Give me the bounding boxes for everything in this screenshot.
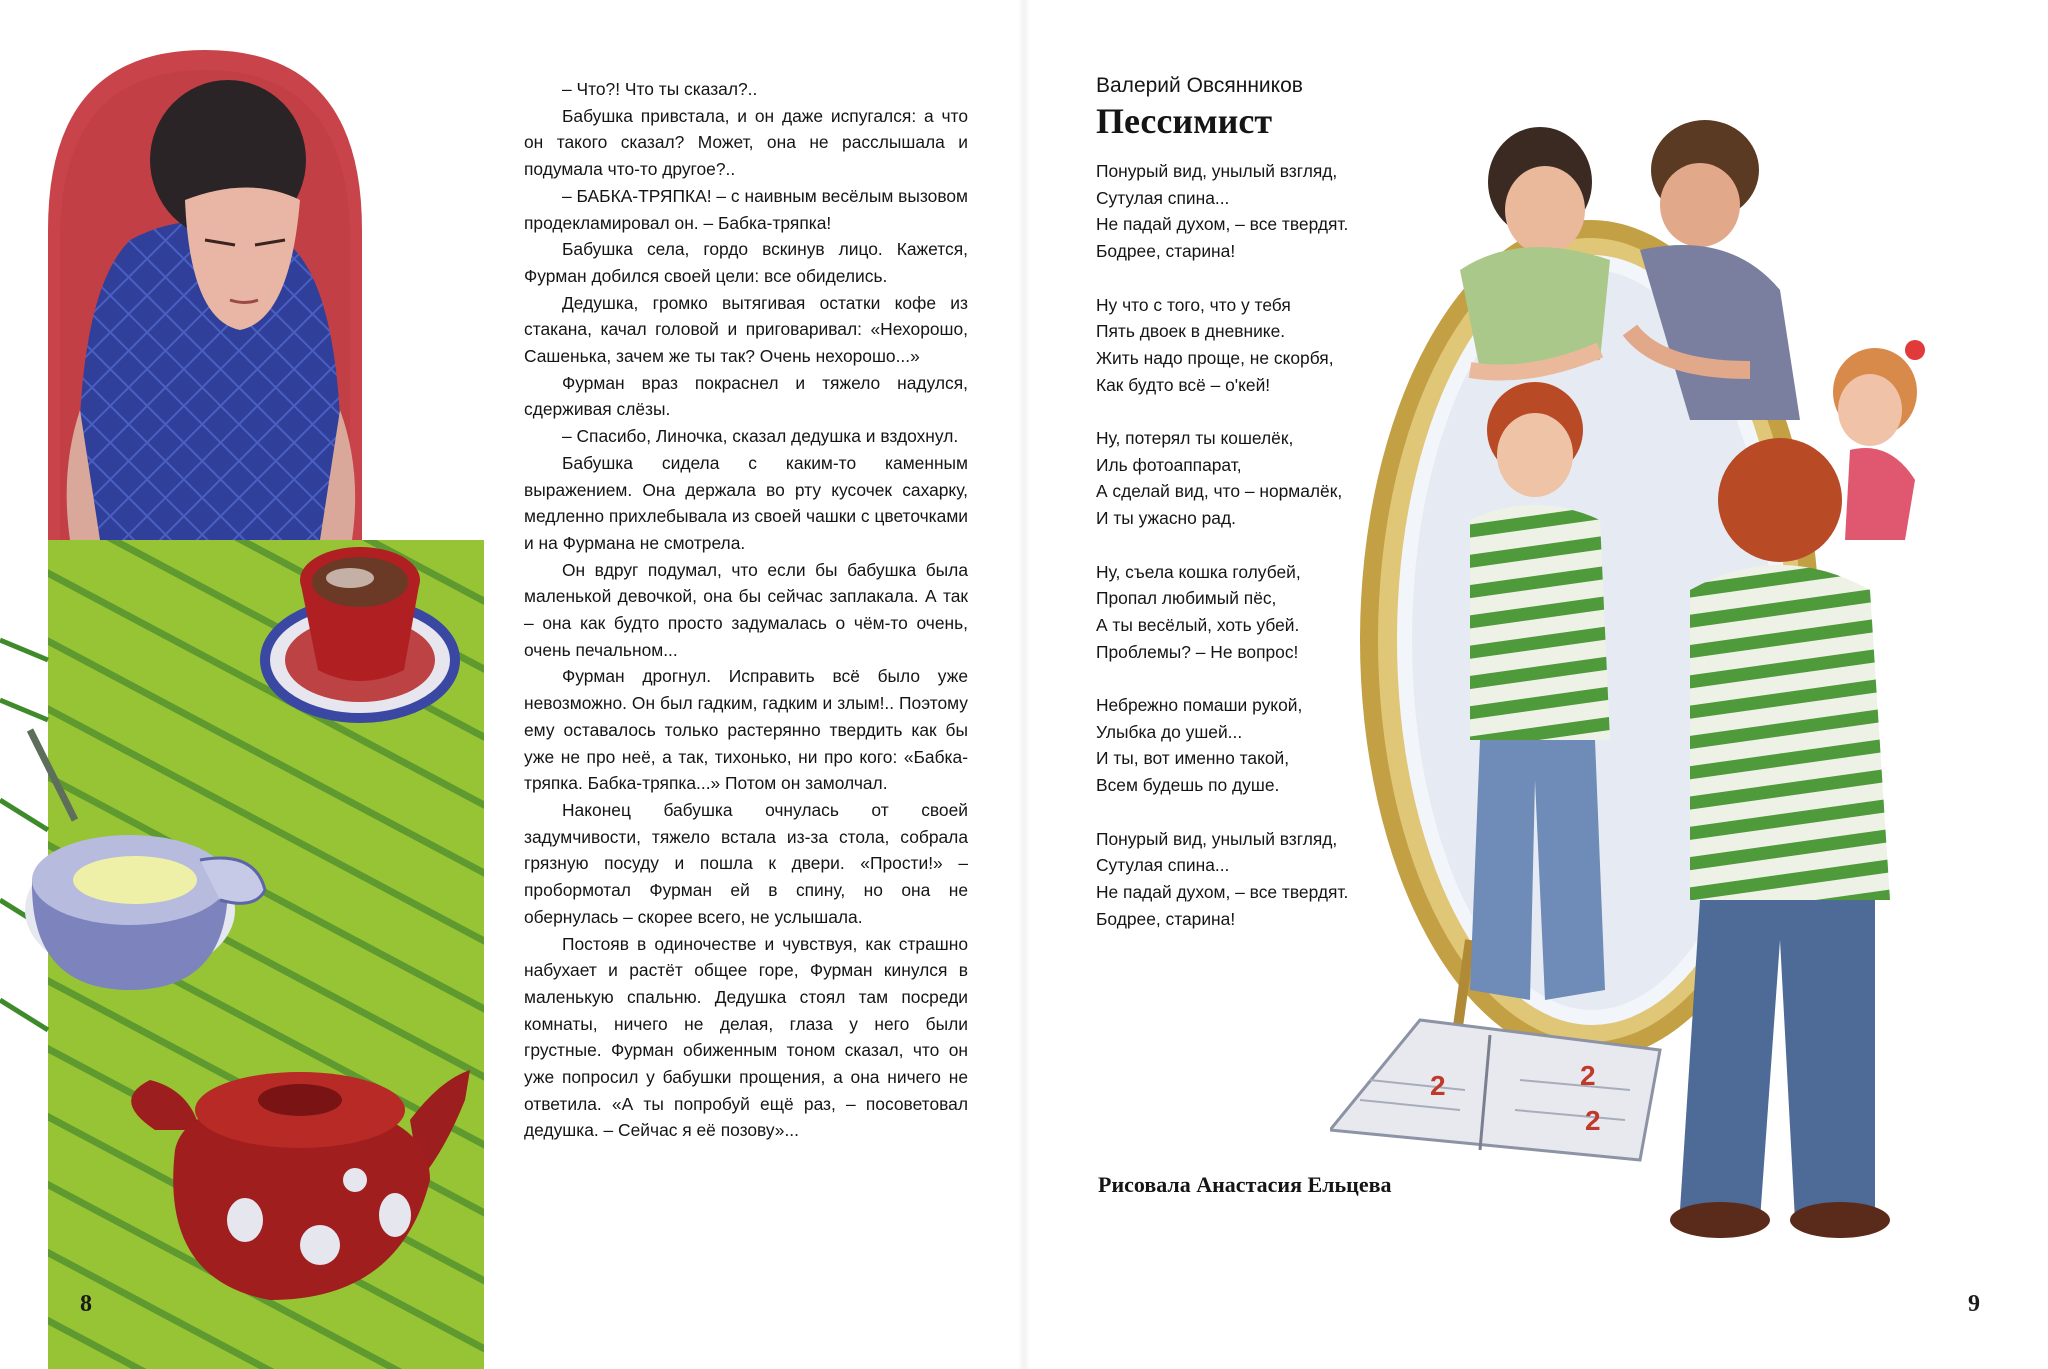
poem-line: Ну что с того, что у тебя (1096, 294, 1291, 315)
poem-line: Улыбка до ушей... (1096, 721, 1243, 742)
poem-line: Иль фотоаппарат, (1096, 454, 1242, 475)
paragraph: Наконец бабушка очнулась от своей задумчивости, тяжело встала из-за стола, собрала грязную посуду и пошла к двери. «Прости!» – пробормотал Фурман ей в спину, но она не обернулась – скорее всего, не услышала. (524, 799, 968, 927)
page-gutter (1018, 0, 1030, 1369)
poem-line: Небрежно помаши рукой, (1096, 695, 1303, 715)
poem-line: Ну, съела кошка голубей, (1096, 561, 1301, 582)
poem-title: Пессимист (1096, 101, 1273, 141)
paragraph: Дедушка, громко вытягивая остатки кофе из стакана, качал головой и приговаривал: «Нехорошо, Сашенька, зачем же ты так? Очень нехорошо...» (524, 292, 968, 367)
mirror-illustration (1330, 120, 2010, 1290)
paragraph: Фурман враз покраснел и тяжело надулся, сдерживая слёзы. (524, 372, 968, 420)
poem-line: И ты ужасно рад. (1096, 508, 1236, 529)
story-text (524, 76, 968, 1144)
paragraph: Фурман дрогнул. Исправить всё было уже невозможно. Он был гадким, гадким и злым!.. Поэтому ему оставалось только растерянно твердить как бы уже не про неё, а так, тихонько, ни про кого: «Бабка-тряпка. Бабка-тряпка...» Потом он замолчал. (524, 666, 968, 794)
paragraph: Постояв в одиночестве и чувствуя, как страшно набухает и растёт общее горе, Фурман кинулся в маленькую спальню. Дедушка стоял там посреди комнаты, ничего не делая, глаза у него были грустные. Фурман обиженным тоном сказал, что он уже попросил у бабушки прощения, а она ничего не ответила. «А ты попробуй ещё раз, – посоветовал дедушка. – Сейчас я её позову»... (524, 933, 968, 1141)
diary-mark: 2 (1430, 1070, 1446, 1101)
paragraph: Бабушка сидела с каким-то каменным выражением. Она держала во рту кусочек сахарку, медленно прихлебывала из своей чашки с цветочками и на Фурмана не смотрела. (524, 452, 968, 553)
poem-line: Понурый вид, унылый взгляд, (1096, 828, 1338, 849)
poem-line: А ты весёлый, хоть убей. (1096, 614, 1300, 635)
poem-line: Не падай духом, – все твердят. (1096, 214, 1349, 235)
poem-line: Сутулая спина... (1096, 855, 1230, 876)
poem-author: Валерий Овсянников (1096, 74, 1303, 97)
paragraph: – БАБКА-ТРЯПКА! – с наивным весёлым вызовом продекламировал он. – Бабка-тряпка! (524, 185, 968, 233)
paragraph: – Что?! Что ты сказал?.. (562, 79, 758, 99)
paragraph: Он вдруг подумал, что если бы бабушка была маленькой девочкой, она бы сейчас заплакала. А так – она как будто просто задумалась о чём-то очень, очень печальном... (524, 559, 968, 660)
poem-line: И ты, вот именно такой, (1096, 748, 1290, 769)
boy-at-table-illustration (0, 0, 500, 1369)
poem-line: Всем будешь по душе. (1096, 775, 1280, 796)
poem-line: Не падай духом, – все твердят. (1096, 881, 1349, 902)
diary-mark: 2 (1585, 1105, 1601, 1136)
illustrator-credit: Рисовала Анастасия Ельцева (1098, 1172, 1392, 1197)
poem-line: Пять двоек в дневнике. (1096, 321, 1286, 342)
poem-line: Проблемы? – Не вопрос! (1096, 641, 1299, 662)
poem-line: Понурый вид, унылый взгляд, (1096, 161, 1338, 181)
paragraph: Бабушка привстала, и он даже испугался: а что он такого сказал? Может, она не расслышала и подумала что-то другое?.. (524, 105, 968, 180)
paragraph: – Спасибо, Линочка, сказал дедушка и вздохнул. (562, 426, 959, 447)
poem-line: Ну, потерял ты кошелёк, (1096, 428, 1294, 448)
poem-line: Бодрее, старина! (1096, 908, 1236, 929)
paragraph: Бабушка села, гордо вскинув лицо. Кажется, Фурман добился своей цели: все обиделись. (524, 239, 968, 286)
poem-line: Сутулая спина... (1096, 187, 1230, 208)
page-number: 9 (1968, 1291, 1980, 1317)
poem-line: Как будто всё – о'кей! (1096, 374, 1271, 395)
page-number: 8 (80, 1291, 92, 1317)
poem-line: Бодрее, старина! (1096, 241, 1236, 262)
poem-line: Пропал любимый пёс, (1096, 588, 1277, 609)
diary-mark: 2 (1580, 1060, 1596, 1091)
poem-line: А сделай вид, что – нормалёк, (1096, 481, 1343, 502)
poem-line: Жить надо проще, не скорбя, (1096, 347, 1334, 368)
